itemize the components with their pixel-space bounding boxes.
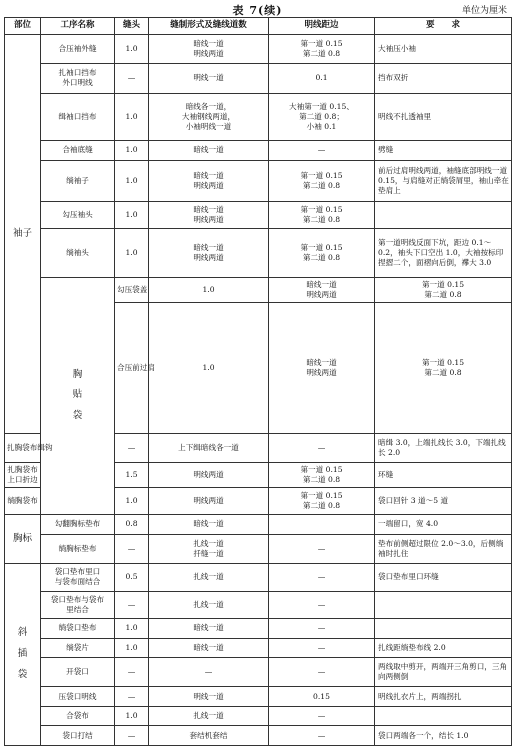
- seam-allowance-cell: 0.5: [115, 563, 149, 591]
- requirement-cell: 袋口垫布里口环缝: [375, 563, 512, 591]
- requirement-cell: [375, 619, 512, 639]
- table-row: [5, 64, 512, 93]
- table-row: [5, 726, 512, 746]
- header-stitch-form: 缝制形式及缝线道数: [149, 18, 269, 35]
- stitch-form-cell: 套结机套结: [149, 726, 269, 746]
- stitch-form-cell: 暗线一道: [149, 638, 269, 658]
- process-name-cell: 扎胸袋布缉钩: [5, 433, 41, 462]
- requirement-cell: [375, 201, 512, 228]
- table-row: [5, 515, 512, 535]
- edge-distance-cell: 第一道 0.15 第二道 0.8: [375, 302, 512, 433]
- edge-distance-cell: 大袖第一道 0.15、 第二道 0.8； 小袖 0.1: [269, 93, 375, 141]
- seam-allowance-cell: 1.0: [115, 201, 149, 228]
- stitch-form-cell: 暗线各一道， 大袖钢线两道， 小袖明线一道: [149, 93, 269, 141]
- process-name-cell: 勾压袋盖: [115, 277, 149, 302]
- table-row: [5, 592, 512, 619]
- header-process-name: 工序名称: [41, 18, 115, 35]
- stitch-form-cell: 明线两道: [149, 488, 269, 515]
- requirement-cell: 袋口两端各一个，结长 1.0: [375, 726, 512, 746]
- seam-allowance-cell: —: [115, 433, 149, 462]
- stitch-form-cell: 扎线一道: [149, 706, 269, 726]
- process-name-cell: 勾翻胸标垫布: [41, 515, 115, 535]
- process-name-cell: 勾压袖头: [41, 201, 115, 228]
- edge-distance-cell: 0.15: [269, 687, 375, 707]
- process-name-cell: 压袋口明线: [41, 687, 115, 707]
- seam-allowance-cell: 1.0: [115, 706, 149, 726]
- header-seam-allowance: 缝头: [115, 18, 149, 35]
- edge-distance-cell: —: [269, 563, 375, 591]
- stitch-form-cell: 暗线一道 明线两道: [149, 35, 269, 64]
- process-name-cell: 绱袖子: [41, 160, 115, 201]
- process-name-cell: 扎袖口挡布 外口明线: [41, 64, 115, 93]
- edge-distance-cell: —: [269, 658, 375, 687]
- stitch-form-cell: 扎线一道: [149, 563, 269, 591]
- stitch-form-cell: 暗线一道: [149, 619, 269, 639]
- header-edge-distance: 明线距边: [269, 18, 375, 35]
- requirement-cell: 垫布前侧超过限位 2.0～3.0，后侧绱袖时扎住: [375, 534, 512, 563]
- edge-distance-cell: 第一道 0.15 第二道 0.8: [269, 35, 375, 64]
- requirement-cell: [375, 706, 512, 726]
- stitch-form-cell: 暗线一道 明线两道: [149, 160, 269, 201]
- process-name-cell: 袋口垫布里口 与袋布面结合: [41, 563, 115, 591]
- process-name-cell: 合压袖外缝: [41, 35, 115, 64]
- edge-distance-cell: —: [269, 726, 375, 746]
- requirement-cell: 大袖压小袖: [375, 35, 512, 64]
- stitch-form-cell: 暗线一道 明线两道: [269, 277, 375, 302]
- stitch-form-cell: 扎线一道: [149, 592, 269, 619]
- requirement-cell: 明线扎衣片上，两端拐扎: [375, 687, 512, 707]
- edge-distance-cell: —: [269, 619, 375, 639]
- edge-distance-cell: —: [269, 638, 375, 658]
- stitch-form-cell: 明线一道: [149, 687, 269, 707]
- table-row: [5, 93, 512, 141]
- table-body: [5, 35, 512, 746]
- requirement-cell: 环缝: [375, 463, 512, 488]
- table-row: [5, 687, 512, 707]
- process-name-cell: 绱袋片: [41, 638, 115, 658]
- stitch-form-cell: 暗线一道: [149, 141, 269, 161]
- seam-allowance-cell: 1.0: [115, 619, 149, 639]
- requirement-cell: 暗缉 3.0，上端扎线长 3.0，下端扎线长 2.0: [375, 433, 512, 462]
- table-row: [5, 563, 512, 591]
- stitch-form-cell: 暗线一道: [149, 515, 269, 535]
- table-row: [5, 619, 512, 639]
- edge-distance-cell: 第一道 0.15 第二道 0.8: [269, 228, 375, 277]
- process-name-cell: 绱胸标垫布: [41, 534, 115, 563]
- part-cell: 胸标: [5, 515, 41, 564]
- requirement-cell: 两线取中剪开，两端开三角剪口，三角向两侧倒: [375, 658, 512, 687]
- seam-allowance-cell: 1.0: [115, 228, 149, 277]
- requirement-cell: 一端留口，宽 4.0: [375, 515, 512, 535]
- stitch-form-cell: 明线一道: [149, 64, 269, 93]
- requirement-cell: 前后过肩明线两道，袖缝底部明线一道 0.15，与肩缝对正绱袋屑里，袖山牵在垫肩上: [375, 160, 512, 201]
- part-cell: 胸 贴 袋: [41, 277, 115, 514]
- requirement-cell: 挡布双折: [375, 64, 512, 93]
- table-row: [5, 277, 512, 302]
- edge-distance-cell: 0.1: [269, 64, 375, 93]
- requirement-cell: 明线不扎透袖里: [375, 93, 512, 141]
- edge-distance-cell: 第一道 0.15 第二道 0.8: [269, 201, 375, 228]
- seam-allowance-cell: 0.8: [115, 515, 149, 535]
- stitch-form-cell: 上下缉暗线各一道: [149, 433, 269, 462]
- edge-distance-cell: [269, 515, 375, 535]
- seam-allowance-cell: 1.0: [115, 93, 149, 141]
- header-requirements: 要 求: [375, 18, 512, 35]
- table-row: [5, 160, 512, 201]
- edge-distance-cell: —: [269, 534, 375, 563]
- stitch-form-cell: 暗线一道 明线两道: [149, 201, 269, 228]
- sewing-process-table: [4, 17, 512, 746]
- table-row: [5, 638, 512, 658]
- seam-allowance-cell: 1.0: [115, 488, 149, 515]
- stitch-form-cell: 扎线一道 扦缝一道: [149, 534, 269, 563]
- part-cell: 袖子: [5, 35, 41, 434]
- part-cell: 斜 插 袋: [5, 563, 41, 745]
- table-row: [5, 706, 512, 726]
- process-name-cell: 合袋布: [41, 706, 115, 726]
- requirement-cell: 劈缝: [375, 141, 512, 161]
- seam-allowance-cell: 1.0: [149, 277, 269, 302]
- seam-allowance-cell: 1.0: [115, 160, 149, 201]
- requirement-cell: 袋口回针 3 道～5 道: [375, 488, 512, 515]
- process-name-cell: 合袖底缝: [41, 141, 115, 161]
- table-row: [5, 534, 512, 563]
- requirement-cell: 扎线距绱垫布线 2.0: [375, 638, 512, 658]
- seam-allowance-cell: —: [115, 658, 149, 687]
- edge-distance-cell: 第一道 0.15 第二道 0.8: [375, 277, 512, 302]
- stitch-form-cell: 暗线一道 明线两道: [149, 228, 269, 277]
- seam-allowance-cell: 1.0: [115, 35, 149, 64]
- requirement-cell: 第一道明线反面下坑，距边 0.1～0.2，袖头下口空出 1.0，大袖按标印捏摺二个，面褶向后倒，襻大 3.0: [375, 228, 512, 277]
- seam-allowance-cell: 1.0: [115, 638, 149, 658]
- edge-distance-cell: —: [269, 433, 375, 462]
- table-row: [5, 141, 512, 161]
- seam-allowance-cell: 1.0: [115, 141, 149, 161]
- edge-distance-cell: 第一道 0.15 第二道 0.8: [269, 488, 375, 515]
- process-name-cell: 扎胸袋布 上口折边: [5, 463, 41, 488]
- edge-distance-cell: —: [269, 706, 375, 726]
- process-name-cell: 袋口垫布与袋布 里结合: [41, 592, 115, 619]
- seam-allowance-cell: —: [115, 64, 149, 93]
- process-name-cell: 绱袖头: [41, 228, 115, 277]
- table-title: 表 7(续): [232, 4, 283, 17]
- stitch-form-cell: 明线两道: [149, 463, 269, 488]
- process-name-cell: 缉袖口挡布: [41, 93, 115, 141]
- edge-distance-cell: —: [269, 592, 375, 619]
- seam-allowance-cell: 1.0: [149, 302, 269, 433]
- header-part: 部位: [5, 18, 41, 35]
- seam-allowance-cell: —: [115, 726, 149, 746]
- table-row: [5, 658, 512, 687]
- requirement-cell: [375, 592, 512, 619]
- seam-allowance-cell: 1.5: [115, 463, 149, 488]
- stitch-form-cell: —: [149, 658, 269, 687]
- process-name-cell: 袋口打结: [41, 726, 115, 746]
- table-row: [5, 201, 512, 228]
- process-name-cell: 合压前过肩: [115, 302, 149, 433]
- unit-note: 单位为厘米: [461, 6, 507, 16]
- table-row: [5, 228, 512, 277]
- edge-distance-cell: —: [269, 141, 375, 161]
- seam-allowance-cell: —: [115, 592, 149, 619]
- header-row: [5, 18, 512, 35]
- seam-allowance-cell: —: [115, 687, 149, 707]
- process-name-cell: 绱袋口垫布: [41, 619, 115, 639]
- stitch-form-cell: 暗线一道 明线两道: [269, 302, 375, 433]
- seam-allowance-cell: —: [115, 534, 149, 563]
- edge-distance-cell: 第一道 0.15 第二道 0.8: [269, 463, 375, 488]
- process-name-cell: 开袋口: [41, 658, 115, 687]
- process-name-cell: 绱胸袋布: [5, 488, 41, 515]
- edge-distance-cell: 第一道 0.15 第二道 0.8: [269, 160, 375, 201]
- table-row: [5, 35, 512, 64]
